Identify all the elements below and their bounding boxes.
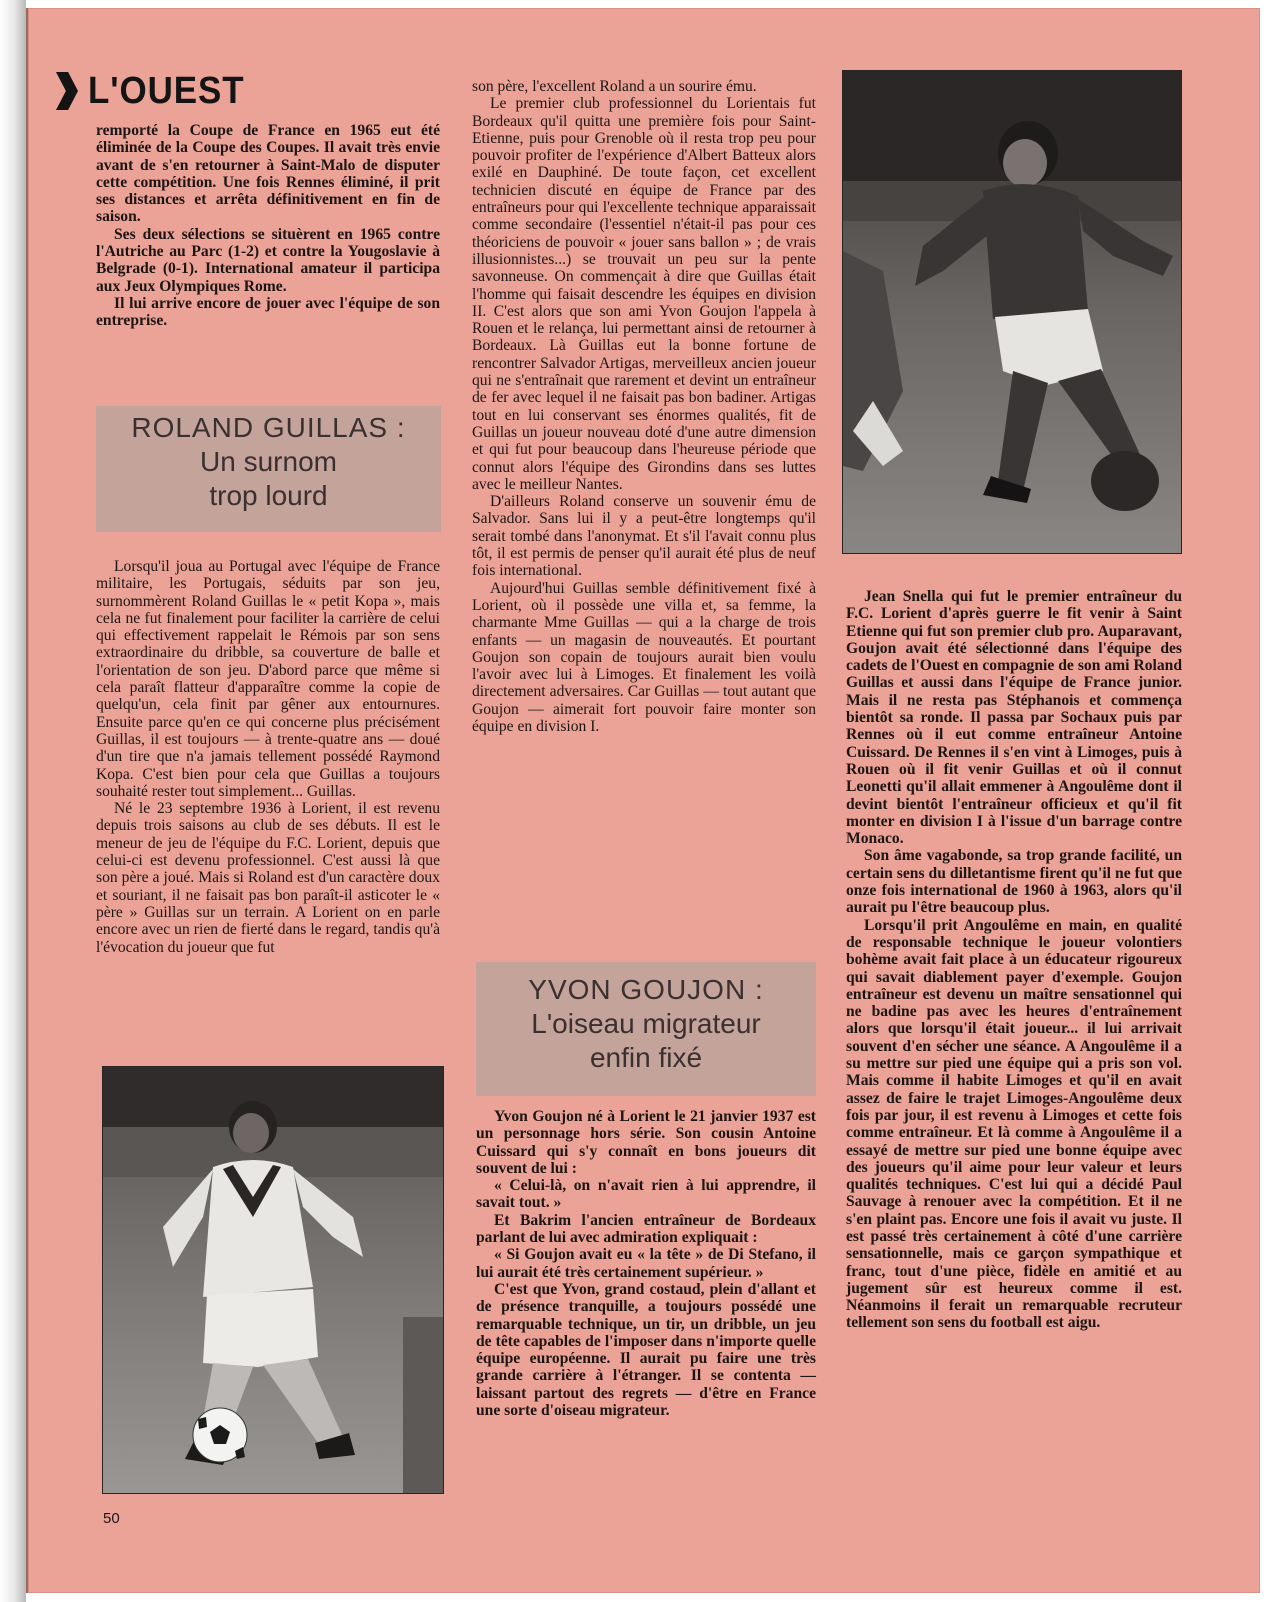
paragraph: Lorsqu'il prit Angoulême en main, en qualité de responsable technique le joueur volontiers bohème avait fait place à un éducateur rigoureux qui savait diablement payer d'exemple. Goujon entraîneur est devenu un maître sensationnel qui ne badine pas avec les heures d'entraînement alors que lorsqu'il était joueur... il lui arrivait souvent d'en sécher une séance. A Angoulême il a su mettre sur pied une équipe qui a pris son vol. Mais comme il habite Limoges et qu'il en avait assez de faire le trajet Limoges-Angoulême deux fois par jour, il est revenu à Limoges et cette fois comme entraîneur. Et là comme à Angoulême il a essayé de mettre sur pied une bonne équipe avec des joueurs qu'il aime pour leur valeur et leurs qualités techniques. C'est lui qui a décidé Paul Sauvage à renouer avec la compétition. Et il ne s'en plaint pas. Encore une fois il avait vu juste. Il est passé très certainement à côté d'une carrière sensationnelle, mais ce garçon sympathique et franc, tout d'une pièce, fidèle en amitié et au jugement sûr est heureux comme il est. Néanmoins il ferait un remarquable recruteur tellement son sens du football est aigu. [846, 916, 1182, 1332]
paragraph: Aujourd'hui Guillas semble définitivement fixé à Lorient, où il possède une villa et, sa femme, la charmante Mme Guillas — qui a la charge de trois enfants — un magasin de nouveautés. Et pourtant Goujon son copain de toujours aurait bien voulu l'avoir avec lui à Limoges. Et finalement les voilà directement adversaires. Car Guillas — tout autant que Goujon — aimerait fort pouvoir faire monter son équipe en division I. [472, 579, 816, 735]
headline-subtitle: Un surnom [200, 446, 337, 477]
headline-name: YVON GOUJON : [528, 974, 764, 1005]
photo-roland-guillas [102, 1066, 444, 1494]
paragraph: Il lui arrive encore de jouer avec l'équipe de son entreprise. [96, 294, 440, 330]
photo-yvon-goujon [842, 70, 1182, 554]
headline-box-guillas [96, 406, 441, 532]
paragraph: Le premier club professionnel du Lorientais fut Bordeaux qu'il quitta une première fois pour Saint-Etienne, puis pour Grenoble où il resta trop peu pour pouvoir profiter de l'expérience d'Albert Batteux alors exilé en Dauphiné. De toute façon, cet excellent technicien discuté en équipe de France par des entraîneurs pour qui l'excellente technique apparaissait comme secondaire (l'essentiel n'était-il pas pour ces théoriciens de pouvoir « jouer sans ballon » ; de vrais illusionnistes...) se trouvait un peu sur la pente savonneuse. On commençait à dire que Guillas était l'homme qui faisait descendre les équipes en division II. C'est alors que son ami Yvon Goujon l'appela à Rouen et le relança, lui permettant ainsi de retourner à Bordeaux. Là Guillas eut la bonne fortune de rencontrer Salvador Artigas, merveilleux ancien joueur qui ne s'entraînait que rarement et devint un entraîneur de fer avec lequel il ne faisait pas bon badiner. Artigas tout en lui conservant ses énormes qualités, fit de Guillas un joueur nouveau doté d'une autre dimension et qui fut pour beaucoup dans l'heureuse période que connut alors l'équipe des Girondins dans ses luttes avec le meilleur Nantes. [472, 95, 816, 493]
paragraph: Jean Snella qui fut le premier entraîneur du F.C. Lorient d'après guerre le fit venir à Saint Etienne qui fut son premier club pro. Auparavant, Goujon avait été sélectionné dans l'équipe des cadets de l'Ouest en compagnie de son ami Roland Guillas et aussi dans l'équipe de France junior. Mais il ne resta pas Stéphanois et commença bientôt sa ronde. Il passa par Sochaux puis par Rennes où il eut comme entraîneur Antoine Cuissard. De Rennes il s'en vint à Limoges, puis à Rouen où il fit venir Guillas et où il connut Leonetti qu'il allait emmener à Angoulême dont il devint bientôt l'entraîneur officieux et qu'il fit monter en division I à l'issue d'un barrage contre Monaco. [846, 588, 1182, 848]
paragraph: remporté la Coupe de France en 1965 eut été éliminée de la Coupe des Coupes. Il avait très envie avant de s'en retourner à Saint-Malo de disputer cette compétition. Une fois Rennes éliminé, il prit ses distances et arrêta définitivement en fin de saison. [96, 122, 440, 226]
headline-subtitle: trop lourd [209, 480, 328, 511]
col3-text [846, 588, 1182, 1332]
quote: « Si Goujon avait eu « la tête » de Di Stefano, il lui aurait été très certainement supérieur. » [476, 1246, 816, 1281]
col1-main-text [96, 558, 440, 956]
col2-bottom-text [476, 1108, 816, 1419]
headline-box-goujon [476, 962, 816, 1096]
page-number: 50 [103, 1510, 120, 1527]
paragraph: D'ailleurs Roland conserve un souvenir ému de Salvador. Sans lui il y a peut-être longtemps qu'il serait tombé dans l'anonymat. Et s'il l'avait connu plus tôt, il est permis de penser qu'il aurait été plus de neuf fois international. [472, 493, 816, 580]
headline-name: ROLAND GUILLAS : [131, 412, 406, 443]
headline-subtitle: enfin fixé [589, 1042, 703, 1073]
photo-guillas-image [103, 1067, 443, 1493]
paragraph: C'est que Yvon, grand costaud, plein d'allant et de présence tranquille, a toujours possédé une remarquable technique, un tir, un dribble, un jeu de tête capables de l'imposer dans n'importe quelle équipe européenne. Il aurait pu faire une très grande carrière à l'étranger. Il se contenta — laissant partout des regrets — d'être en France une sorte d'oiseau migrateur. [476, 1280, 816, 1420]
paragraph: Né le 23 septembre 1936 à Lorient, il est revenu depuis trois saisons au club de ses débuts. Il est le meneur de jeu de l'équipe du F.C. Lorient, depuis que celui-ci est devenu professionnel. C'est aussi là que son père a joué. Mais si Roland est d'un caractère doux et souriant, il ne faisait pas bon paraît-il asticoter le « père » Guillas sur un terrain. A Lorient on en parle encore avec un rien de fierté dans le regard, tandis qu'à l'évocation du joueur que fut [96, 800, 440, 956]
paragraph: Ses deux sélections se situèrent en 1965 contre l'Autriche au Parc (1-2) et contre la Yougoslavie à Belgrade (0-1). International amateur il participa aux Jeux Olympiques Rome. [96, 225, 440, 295]
section-title: L'OUEST [88, 69, 245, 112]
binding-edge [0, 0, 26, 1602]
col1-top-text [96, 122, 440, 330]
paragraph: Lorsqu'il joua au Portugal avec l'équipe de France militaire, les Portugais, séduits par son jeu, surnommèrent Roland Guillas le « petit Kopa », mais cela ne fut finalement pour faciliter la carrière de celui qui effectivement rappelait le Rémois par son sens extraordinaire du dribble, sa couverture de balle et l'orientation de son jeu. D'abord parce que même si cela paraît flatteur d'apparaître comme la copie de quelqu'un, cela finit par gêner aux entournures. Ensuite parce qu'en ce qui concerne plus précisément Guillas, il est toujours — à trente-quatre ans — doué d'un tire que n'a jamais tellement possédé Raymond Kopa. C'est bien pour cela que Guillas a toujours souhaité rester tout simplement... Guillas. [96, 558, 440, 800]
paragraph: Et Bakrim l'ancien entraîneur de Bordeaux parlant de lui avec admiration expliquait : [476, 1211, 816, 1247]
paragraph: Son âme vagabonde, sa trop grande facilité, un certain sens du dilletantisme firent qu'il ne fut que onze fois international de 1960 à 1963, alors qu'il aurait pu l'être beaucoup plus. [846, 847, 1182, 917]
photo-goujon-image [843, 71, 1181, 553]
section-arrow-icon [56, 72, 78, 110]
col2-top-text [472, 78, 816, 735]
quote: « Celui-là, on n'avait rien à lui apprendre, il savait tout. » [476, 1177, 816, 1212]
paragraph: son père, l'excellent Roland a un sourire ému. [472, 78, 757, 95]
section-header [56, 68, 258, 114]
headline-subtitle: L'oiseau migrateur [531, 1008, 761, 1039]
paragraph: Yvon Goujon né à Lorient le 21 janvier 1937 est un personnage hors série. Son cousin Antoine Cuissard qui s'y connaît en bons joueurs dit souvent de lui : [476, 1108, 816, 1177]
